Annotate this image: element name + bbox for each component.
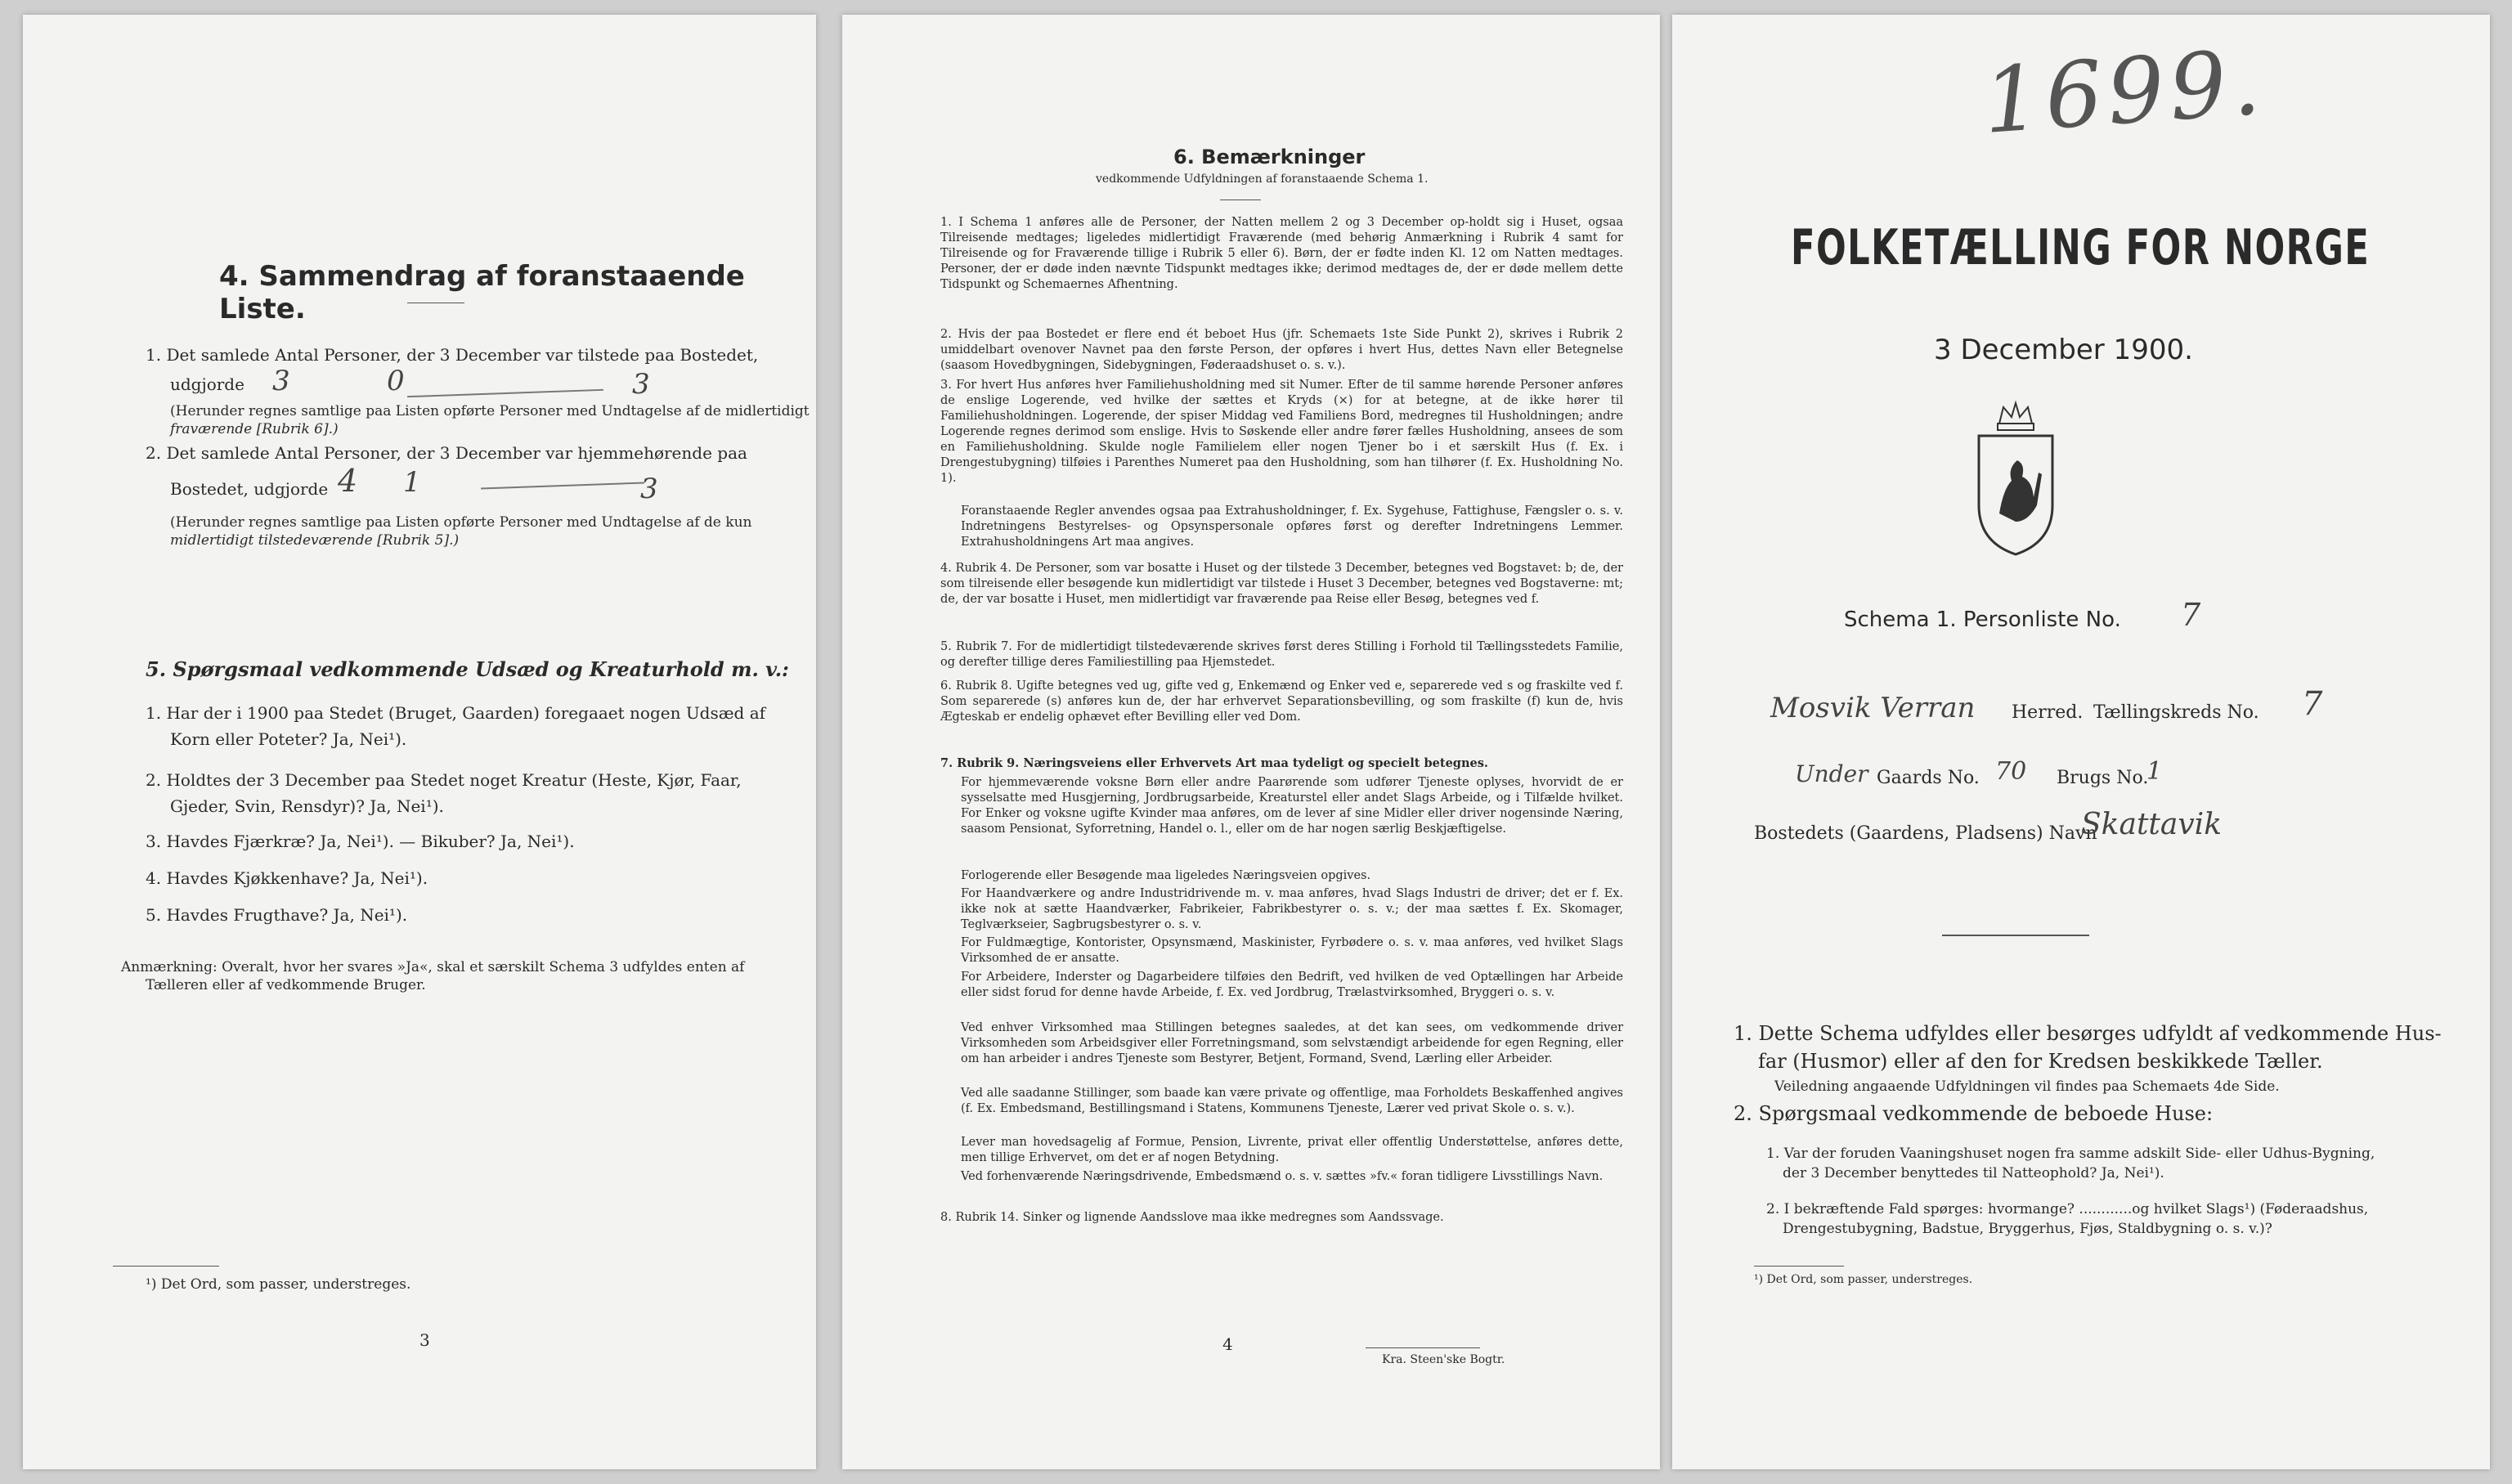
remarks-subtitle: vedkommende Udfyldningen af foranstaaende Schema 1. xyxy=(1096,173,1429,186)
q2-value-2: 1 xyxy=(403,466,421,499)
herred-value: Mosvik Verran xyxy=(1770,692,1976,724)
section-5-title: 5. Spørgsmaal vedkommende Udsæd og Kreaturhold m. v.: xyxy=(146,657,789,681)
s5-q5: 5. Havdes Frugthave? Ja, Nei¹). xyxy=(146,905,408,925)
q1-note-1: (Herunder regnes samtlige paa Listen opførte Personer med Undtagelse af de midlertidigt xyxy=(170,403,810,419)
form-title: FOLKETÆLLING FOR NORGE xyxy=(1791,219,2371,276)
bosted-value: Skattavik xyxy=(2081,808,2223,841)
q2-text: 2. Det samlede Antal Personer, der 3 December var hjemmehørende paa xyxy=(146,443,747,463)
s5-q4: 4. Havdes Kjøkkenhave? Ja, Nei¹). xyxy=(146,868,428,888)
remark-item-7d: For Fuldmægtige, Kontorister, Opsynsmænd, Maskinister, Fyrbødere o. s. v. maa anføres, ved hvilket Slags Virksomhed de er ansatte. xyxy=(961,936,1623,965)
handwritten-stroke xyxy=(407,389,603,397)
remark-item-7f: Ved enhver Virksomhed maa Stillingen betegnes saaledes, at det kan sees, om vedkommende driver Virksomheden som Arbeidsgiver eller Forretningsmand, som selvstændigt arbeidende for egen Regning, eller om han arbeider i andres Tjeneste som Bestyrer, Betjent, Formand, Svend, Lærling eller Arbeider. xyxy=(961,1021,1623,1065)
schema-label: Schema 1. Personliste No. xyxy=(1844,607,2121,632)
q2-note-2: midlertidigt tilstedeværende [Rubrik 5].) xyxy=(170,532,460,549)
anmaerkning-2: Tælleren eller af vedkommende Bruger. xyxy=(146,977,426,993)
remark-item-6: 6. Rubrik 8. Ugifte betegnes ved ug, gifte ved g, Enkemænd og Enker ved e, separerede ved s og fraskilte ved f. Som separerede (s) anføres kun de, der har erhvervet Separationsbevilling, og som fraskilte (f) kun de, hvis Ægteskab er endelig ophævet efter Bevilling eller ved Dom. xyxy=(940,679,1623,724)
bosted-label: Bostedets (Gaardens, Pladsens) Navn xyxy=(1754,823,2097,844)
remark-item-4: 4. Rubrik 4. De Personer, som var bosatte i Huset og der tilstede 3 December, betegnes ved Bogstavet: b; de, der som tilreisende eller besøgende kun midlertidigt var tilstede i Huset 3 December, betegnes ved Bogstaverne: mt; de, der var bosatte i Huset, men midlertidigt var fraværende paa Reise eller Besøg, betegnes ved f. xyxy=(940,562,1623,606)
instruction-1c: Veiledning angaaende Udfyldningen vil findes paa Schemaets 4de Side. xyxy=(1774,1078,2280,1095)
section-4-title: 4. Sammendrag af foranstaaende Liste. xyxy=(219,260,745,325)
s5-q3: 3. Havdes Fjærkræ? Ja, Nei¹). — Bikuber? Ja, Nei¹). xyxy=(146,832,575,851)
page-number: 4 xyxy=(1222,1334,1233,1354)
page-number: 3 xyxy=(419,1330,430,1350)
gaard-value: 70 xyxy=(1995,757,2027,786)
herred-label: Herred. xyxy=(2012,702,2084,723)
remark-item-3: 3. For hvert Hus anføres hver Familiehusholdning med sit Numer. Efter de til samme hørende Personer anføres de enslige Logerende, ved hvilke der sættes et Kryds (×) for at betegne, at de ikke hører til Familiehusholdningen. Logerende, der spiser Middag ved Familiens Bord, medregnes til Husholdningen; andre Logerende regnes derimod som enslige. Hvis to Søskende eller andre fører fælles Husholdning, ansees de som en Familiehusholdning. Skulde nogle Familielem eller nogen Tjener bo i et særskilt Hus (f. Ex. i Drengestubygning) tilføies i Parenthes Numeret paa den Husholdning, som han tilhører (f. Ex. Husholdning No. 1). xyxy=(940,379,1623,485)
remark-item-2: 2. Hvis der paa Bostedet er flere end ét beboet Hus (jfr. Schemaets 1ste Side Punkt 2), skrives i Rubrik 2 umiddelbart ovenover Navnet paa den første Person, der opføres i hvert Hus, dettes Navn eller Betegnelse (saasom Hovedbygningen, Sidebygningen, Føderaadshuset o. s. v.). xyxy=(940,328,1623,372)
handwritten-stroke xyxy=(481,482,644,490)
q2-label: Bostedet, udgjorde xyxy=(170,479,329,499)
norway-coat-of-arms-icon xyxy=(1967,399,2065,563)
q1-label: udgjorde xyxy=(170,374,244,394)
page-4-remarks xyxy=(842,15,1660,1469)
s5-q1b: Korn eller Poteter? Ja, Nei¹). xyxy=(170,729,407,749)
instruction-2: 2. Spørgsmaal vedkommende de beboede Huse: xyxy=(1734,1102,2214,1125)
printer-rule xyxy=(1366,1347,1480,1348)
instruction-1b: far (Husmor) eller af den for Kredsen beskikkede Tæller. xyxy=(1758,1050,2323,1073)
schema-number: 7 xyxy=(2181,597,2201,633)
kreds-label: Tællingskreds No. xyxy=(2093,702,2259,723)
remark-item-7c: For Haandværkere og andre Industridrivende m. v. maa anføres, hvad Slags Industri de driver; det er f. Ex. ikke nok at sætte Haandværker, Fabrikeier, Fabrikbestyrer o. s. v.; der maa sættes f. Ex. Skomager, Teglværkseier, Sagbrugsbestyrer o. s. v. xyxy=(961,887,1623,931)
instruction-2-1a: 1. Var der foruden Vaaningshuset nogen fra samme adskilt Side- eller Udhus-Bygning, xyxy=(1766,1146,2375,1162)
instruction-2-1b: der 3 December benyttedes til Natteophold? Ja, Nei¹). xyxy=(1783,1165,2164,1181)
brugs-value: 1 xyxy=(2146,757,2163,786)
s5-q1a: 1. Har der i 1900 paa Stedet (Bruget, Gaarden) foregaaet nogen Udsæd af xyxy=(146,703,766,723)
remark-item-7g: Ved alle saadanne Stillinger, som baade kan være private og offentlige, maa Forholdets Beskaffenhed angives (f. Ex. Embedsmand, Bestillingsmand i Statens, Kommunens Tjeneste, Lærer ved privat Skole o. s. v.). xyxy=(961,1087,1623,1115)
printer-imprint: Kra. Steen'ske Bogtr. xyxy=(1382,1353,1505,1366)
remark-item-7i: Ved forhenværende Næringsdrivende, Embedsmænd o. s. v. sættes »fv.« foran tidligere Livsstillings Navn. xyxy=(961,1170,1604,1183)
page-1-cover xyxy=(1672,15,2490,1469)
q1-value-2: 0 xyxy=(387,365,405,397)
q2-value-3: 3 xyxy=(640,473,658,505)
q1-value-1: 3 xyxy=(272,365,290,397)
q1-note-2: fraværende [Rubrik 6].) xyxy=(170,421,339,437)
brugs-label: Brugs No. xyxy=(2057,768,2149,788)
remarks-title: 6. Bemærkninger xyxy=(1173,146,1366,168)
kreds-value: 7 xyxy=(2302,685,2323,723)
gaard-prefix: Under xyxy=(1795,760,1868,787)
remark-item-3b: Foranstaaende Regler anvendes ogsaa paa Extrahusholdninger, f. Ex. Sygehuse, Fattighuse, Fængsler o. s. v. Indretningens Bestyrelses- og Opsynspersonale opføres først og derefter Indretningens Lemmer. Extrahusholdningens Art maa angives. xyxy=(961,504,1623,549)
gaard-label: Gaards No. xyxy=(1877,768,1980,788)
remark-item-7b: Forlogerende eller Besøgende maa ligeledes Næringsveien opgives. xyxy=(961,869,1371,882)
remark-item-7h: Lever man hovedsagelig af Formue, Pension, Livrente, privat eller offentlig Understøttelse, anføres dette, men tillige Erhvervet, om det er af nogen Betydning. xyxy=(961,1136,1623,1164)
s5-q2a: 2. Holdtes der 3 December paa Stedet noget Kreatur (Heste, Kjør, Faar, xyxy=(146,770,742,790)
remark-item-8: 8. Rubrik 14. Sinker og lignende Aandsslove maa ikke medregnes som Aandssvage. xyxy=(940,1211,1444,1224)
remark-item-7a: For hjemmeværende voksne Børn eller andre Paarørende som udfører Tjeneste oplyses, hvorvidt de er sysselsatte med Husgjerning, Jordbrugsarbeide, Kreaturstel eller andet Slags Arbeide, og i Tilfælde hvilket. For Enker og voksne ugifte Kvinder maa anføres, om de lever af sine Midler eller driver nogensinde Næring, saasom Pensionat, Syforretning, Handel o. l., eller om de har nogen særlig Beskjæftigelse. xyxy=(961,776,1623,836)
anmaerkning-1: Anmærkning: Overalt, hvor her svares »Ja«, skal et særskilt Schema 3 udfyldes enten af xyxy=(121,959,745,975)
s5-q2b: Gjeder, Svin, Rensdyr)? Ja, Nei¹). xyxy=(170,796,444,816)
remark-item-5: 5. Rubrik 7. For de midlertidigt tilstedeværende skrives først deres Stilling i Forhold til Tællingsstedets Familie, og derefter tillige deres Familiestilling paa Hjemstedet. xyxy=(940,640,1623,669)
footnote: ¹) Det Ord, som passer, understreges. xyxy=(146,1276,411,1293)
remark-item-7: 7. Rubrik 9. Næringsveiens eller Erhvervets Art maa tydeligt og specielt betegnes. xyxy=(940,756,1488,770)
q2-note-1: (Herunder regnes samtlige paa Listen opførte Personer med Undtagelse af de kun xyxy=(170,514,752,531)
q2-value-1: 4 xyxy=(338,463,358,499)
remark-item-1: 1. I Schema 1 anføres alle de Personer, der Natten mellem 2 og 3 December op-holdt sig i Huset, ogsaa Tilreisende medtages; ligeledes midlertidigt Fraværende (med behørig Anmærkning i Rubrik 4 samt for Tilreisende og for Fraværende tillige i Rubrik 5 eller 6). Børn, der er fødte inden Kl. 12 om Natten medtages. Personer, der er døde inden nævnte Tidspunkt medtages ikke; derimod medtages de, der er døde mellem dette Tidspunkt og Schemaernes Afhentning. xyxy=(940,216,1623,291)
instruction-1a: 1. Dette Schema udfyldes eller besørges udfyldt af vedkommende Hus- xyxy=(1734,1022,2442,1045)
page-3-summary xyxy=(23,15,816,1469)
archive-number: 1699. xyxy=(1979,29,2268,154)
q1-text: 1. Det samlede Antal Personer, der 3 December var tilstede paa Bostedet, xyxy=(146,345,759,365)
instruction-2-2b: Drengestubygning, Badstue, Bryggerhus, Fjøs, Staldbygning o. s. v.)? xyxy=(1783,1221,2272,1237)
ornament-rule xyxy=(1942,935,2089,936)
census-date: 3 December 1900. xyxy=(1934,334,2193,366)
footnote-rule xyxy=(1754,1266,1844,1267)
footnote-rule xyxy=(113,1266,219,1267)
q1-value-3: 3 xyxy=(632,368,650,401)
remark-item-7e: For Arbeidere, Inderster og Dagarbeidere tilføies den Bedrift, ved hvilken de ved Optællingen har Arbeide eller sidst forud for denne havde Arbeide, f. Ex. ved Jordbrug, Trælastvirksomhed, Bryggeri o. s. v. xyxy=(961,971,1623,999)
footnote: ¹) Det Ord, som passer, understreges. xyxy=(1754,1273,1973,1286)
instruction-2-2a: 2. I bekræftende Fald spørges: hvormange? ............og hvilket Slags¹) (Føderaadshus, xyxy=(1766,1201,2369,1217)
